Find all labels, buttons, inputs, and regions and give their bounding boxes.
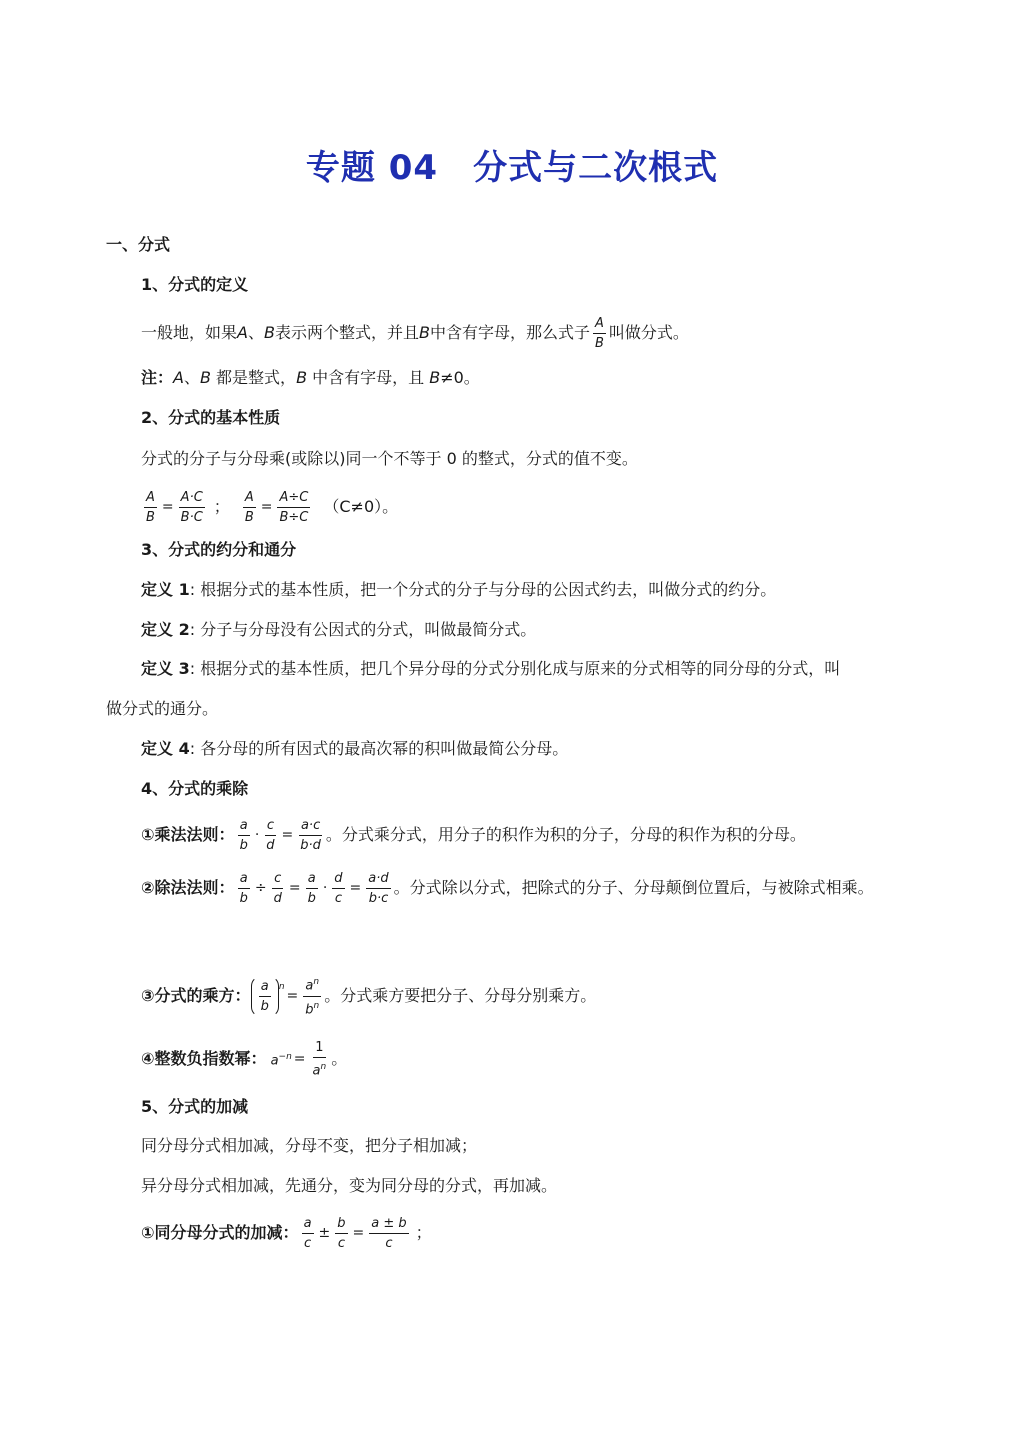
subsection-heading-basic-property: 2、分式的基本性质 — [141, 408, 281, 427]
property-formula — [141, 484, 398, 530]
fraction: $\frac{a^n}{b^n}$ — [305, 977, 320, 1017]
definition-3-continued: 做分式的通分。 — [106, 699, 219, 718]
subsection-heading-add-sub: 5、分式的加减 — [141, 1097, 249, 1116]
fraction: $\frac{a\cdot d}{b\cdot c}$ — [368, 870, 389, 906]
text: ≠0。 — [440, 368, 480, 387]
text: 中含有字母，且 — [307, 368, 430, 387]
text: 叫做分式。 — [608, 323, 689, 342]
fraction: $\frac{A}{B}$ — [244, 489, 254, 525]
fraction: $\frac{A}{B}$ — [146, 489, 155, 525]
definition-3 — [141, 658, 840, 680]
rule-label: ④整数负指数幂： — [141, 1049, 267, 1068]
definition-label: 定义 2 — [141, 620, 190, 639]
subsection-heading-reduction: 3、分式的约分和通分 — [141, 540, 297, 559]
section-heading-fractions: 一、分式 — [106, 235, 171, 254]
rule-label: ③分式的乘方： — [141, 986, 251, 1005]
equals-sign: = — [352, 1225, 365, 1241]
subsection-heading-mult-div: 4、分式的乘除 — [141, 779, 249, 798]
fraction: $\frac{d}{c}$ — [334, 870, 343, 906]
equals-sign: = — [281, 827, 294, 843]
fraction: $\frac{1}{a^n}$ — [312, 1039, 327, 1079]
fraction: a b — [239, 817, 248, 853]
equals-sign: = — [161, 499, 174, 515]
divide-operator: ÷ — [254, 880, 267, 896]
rule-text: 。分式乘分式，用分子的积作为积的分子，分母的积作为积的分母。 — [325, 825, 806, 844]
fraction: $\frac{c}{d}$ — [266, 817, 275, 853]
rule-label: ②除法法则： — [141, 878, 235, 897]
text: 、 — [247, 323, 264, 342]
text: : 各分母的所有因式的最高次幂的积叫做最简公分母。 — [189, 739, 569, 758]
definition-2 — [141, 619, 536, 641]
rule-text: 。分式除以分式，把除式的分子、分母颠倒位置后，与被除式相乘。 — [393, 878, 874, 897]
exponent: n — [278, 981, 285, 992]
definition-label: 定义 4 — [141, 739, 190, 758]
fraction: a b — [260, 978, 269, 1014]
semicolon: ； — [213, 497, 230, 516]
parenthesized-fraction — [251, 976, 285, 1017]
subsection-heading-definition: 1、分式的定义 — [141, 275, 249, 294]
rule-label: ①乘法法则： — [141, 825, 235, 844]
fraction: $\frac{a}{b}$ — [307, 870, 316, 906]
rule-text: 。分式乘方要把分子、分母分别乘方。 — [324, 986, 597, 1005]
plus-minus-operator: ± — [318, 1225, 331, 1241]
page-title: 专题 04 分式与二次根式 — [305, 148, 719, 188]
text: 表示两个整式，并且 — [274, 323, 419, 342]
text: 、 — [183, 368, 200, 387]
definition-label: 定义 3 — [141, 659, 190, 678]
multiplication-rule — [141, 812, 806, 858]
text: 都是整式， — [210, 368, 297, 387]
text: 中含有字母，那么式子 — [429, 323, 590, 342]
fraction-A-over-B: A B — [594, 315, 604, 351]
fraction: $\frac{a}{b}$ — [239, 870, 248, 906]
rule-label: ①同分母分式的加减： — [141, 1223, 299, 1242]
negative-exponent-rule: ④整数负指数幂： $a^{-n}$ = $\frac{1}{a^n}$ 。 — [141, 1039, 348, 1079]
definition-1 — [141, 579, 776, 601]
equals-sign: = — [286, 988, 299, 1004]
definition-paragraph — [141, 310, 689, 356]
equals-sign: = — [288, 880, 301, 896]
equals-sign: = — [260, 499, 273, 515]
text: : 根据分式的基本性质，把几个异分母的分式分别化成与原来的分式相等的同分母的分式，叫 — [189, 659, 841, 678]
fraction: $\frac{a \pm b}{c}$ — [371, 1215, 407, 1251]
division-rule — [141, 865, 874, 911]
note-label: 注： — [141, 368, 174, 387]
fraction: $\frac{A\div C}{B\div C}$ — [279, 489, 309, 525]
dot-operator: · — [254, 827, 260, 843]
fraction: $\frac{A\cdot C}{B\cdot C}$ — [180, 489, 203, 525]
add-sub-line-1: 同分母分式相加减，分母不变，把分子相加减； — [141, 1136, 478, 1155]
definition-label: 定义 1 — [141, 580, 190, 599]
note-paragraph — [141, 367, 480, 389]
dot-operator: · — [322, 880, 328, 896]
var-B: B — [263, 323, 275, 342]
power-rule — [141, 968, 596, 1024]
same-denominator-rule — [141, 1208, 432, 1258]
add-sub-line-2: 异分母分式相加减，先通分，变为同分母的分式，再加减。 — [141, 1176, 558, 1195]
var-B: B — [296, 368, 308, 387]
condition-text: （C≠0）。 — [323, 497, 399, 516]
text: 一般地，如果 — [141, 323, 238, 342]
definition-4 — [141, 738, 568, 760]
semicolon: ； — [415, 1223, 432, 1242]
equals-sign: = — [293, 1051, 306, 1067]
property-paragraph: 分式的分子与分母乘(或除以)同一个不等于 0 的整式，分式的值不变。 — [141, 449, 638, 468]
fraction: $\frac{b}{c}$ — [337, 1215, 346, 1251]
var-B: B — [429, 368, 441, 387]
fraction: $\frac{c}{d}$ — [273, 870, 282, 906]
var-B: B — [199, 368, 211, 387]
fraction: $\frac{a\cdot c}{b\cdot d}$ — [300, 817, 321, 853]
fraction: a c — [303, 1215, 312, 1251]
text: : 分子与分母没有公因式的分式，叫做最简分式。 — [189, 620, 537, 639]
var-B: B — [418, 323, 430, 342]
rule-text: 。 — [331, 1049, 348, 1068]
text: : 根据分式的基本性质，把一个分式的分子与分母的公因式约去，叫做分式的约分。 — [189, 580, 777, 599]
equals-sign: = — [349, 880, 362, 896]
var-A: A — [173, 368, 184, 387]
var-A: A — [237, 323, 248, 342]
